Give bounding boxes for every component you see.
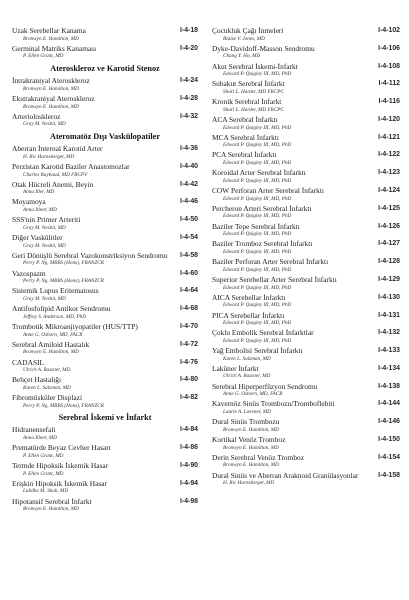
entry-title: MCA Serebral İnfarktı [212,132,279,142]
entry-page-number: I-4-154 [378,453,400,461]
toc-entry[interactable] [12,498,198,513]
entry-page-number: I-4-18 [179,27,198,34]
entry-author: Edward P. Quigley III, MD, PhD [223,124,292,131]
section-heading: Ateromatöz Dışı Vaskülopatiler [50,132,160,142]
entry-page-number: I-4-70 [179,322,198,330]
entry-page-number: I-4-144 [378,400,400,408]
entry-title: Kortikal Venöz Tromboz [212,434,286,444]
entry-title: Prematürde Beyaz Cevher Hasarı [12,443,111,453]
toc-entry[interactable] [12,216,198,231]
entry-page-number: I-4-112 [378,80,400,88]
entry-title: Uzak Serebellar Kanama [12,26,86,35]
entry-title: Dyke-Davidoff-Masson Sendromu [212,43,315,53]
entry-author: Edward P. Quigley III, MD, PhD [223,248,292,255]
entry-author: Anna Illner, MD [23,207,57,214]
toc-entry[interactable] [212,347,400,362]
entry-author: Shari L. Harder, MD FRCPC [223,88,284,95]
toc-entry[interactable] [212,329,400,344]
entry-page-number: I-4-146 [378,418,400,426]
toc-entry[interactable] [212,312,400,327]
entry-page-number: I-4-123 [378,169,400,177]
entry-author: Anna Illner, MD [23,435,57,442]
entry-author: Bronwyn E. Hamilton, MD [223,426,279,433]
entry-page-number: I-4-130 [378,293,400,301]
entry-page-number: I-4-24 [179,77,198,85]
entry-title: Perzistan Karotid Baziler Anastomozlar [12,161,130,171]
entry-title: PICA Serebellar İnfarktı [212,310,285,320]
entry-page-number: I-4-40 [179,162,198,170]
entry-title: AICA Serebellar İnfarktı [212,292,286,302]
toc-entry[interactable] [12,95,198,110]
entry-title: Hidranensefali [12,425,56,435]
entry-author: Shari L. Harder, MD FRCPC [223,106,284,113]
entry-title: Diğer Vaskülitler [12,233,63,243]
entry-page-number: I-4-86 [179,444,198,452]
entry-author: Blaise V. Jones, MD [223,35,265,42]
entry-page-number: I-4-122 [378,151,400,159]
entry-title: Superior Serebellar Arter Serebral İnfarktı [212,274,337,284]
entry-author: Gray M. Nesbit, MD [23,242,66,249]
entry-title: PCA Serebral İnfarktı [212,150,277,160]
entry-title: Erişkin Hipoksik İskemik Hasar [12,478,108,488]
toc-entry[interactable] [212,258,400,273]
entry-title: Kronik Serebral İnfarkt [212,97,282,107]
entry-page-number: I-4-46 [179,198,198,206]
entry-title: Hipotansif Serebral İnfarkt [12,496,92,506]
entry-author: Chang Y. Ho, MD [223,53,261,60]
section-heading: Serebral İskemi ve İnfarkt [58,413,152,423]
entry-page-number: I-4-150 [378,435,400,443]
entry-author: Ulrich A. Rassner, MD [223,373,271,380]
entry-title: ACA Serebral İnfarktı [212,114,278,124]
entry-title: Baziler Tepe Serebral İnfarktı [212,221,300,231]
entry-author: Charles Raybaud, MD FRCPV [23,171,88,178]
toc-entry[interactable] [212,383,400,398]
entry-author: Edward P. Quigley III, MD, PhD [223,213,292,220]
entry-page-number: I-4-50 [179,216,198,224]
toc-entry[interactable] [12,252,198,267]
toc-entry[interactable] [12,145,198,160]
entry-author: Laurie A. Loevner, MD [223,409,271,415]
entry-author: Perry P. Ng, MBBS (Hons), FRANZCR [23,402,104,409]
entry-title: Vazospazm [12,268,46,278]
entry-page-number: I-4-80 [179,376,198,384]
entry-page-number: I-4-134 [378,364,400,372]
entry-title: Aberran İnternal Karotid Arter [12,144,103,154]
entry-author: P. Ellen Grant, MD [23,53,64,60]
entry-title: Germinal Matriks Kanaması [12,43,97,53]
toc-entry[interactable] [12,181,198,196]
entry-page-number: I-4-20 [179,44,198,52]
entry-page-number: I-4-128 [378,258,400,266]
toc-entry[interactable] [212,116,400,131]
entry-title: Termde Hipoksik İskemik Hasar [12,461,109,471]
toc-entry[interactable] [212,63,400,78]
toc-entry[interactable] [12,77,198,92]
toc-entry[interactable] [212,400,400,415]
toc-entry[interactable] [12,341,198,356]
entry-page-number: I-4-129 [378,275,400,283]
entry-title: SSS'nin Primer Arteriti [12,215,81,225]
entry-title: COW Perforan Arter Serebral İnfarktı [212,186,324,196]
entry-page-number: I-4-133 [378,347,400,355]
entry-page-number: I-4-102 [378,27,400,34]
entry-title: Dural Sinüs ve Aberran Araknoid Granülasyonlar [212,470,359,480]
entry-author: Edward P. Quigley III, MD, PhD [223,160,292,167]
toc-entry[interactable] [212,187,400,202]
toc-entry[interactable] [12,444,198,459]
toc-entry[interactable] [212,27,400,42]
entry-title: Çocukluk Çağı İnmeleri [212,26,284,35]
toc-entry[interactable] [212,294,400,309]
entry-author: Bronwyn E. Hamilton, MD [223,444,279,451]
toc-entry[interactable] [12,323,198,338]
entry-title: Kavernöz Sinüs Trombozu/Tromboflebiti [212,399,335,409]
entry-page-number: I-4-108 [378,62,400,70]
entry-page-number: I-4-90 [179,462,198,470]
entry-author: Bronwyn E. Hamilton, MD [23,103,79,110]
entry-page-number: I-4-68 [179,305,198,313]
entry-title: Geri Dönüşlü Serebral Vazokonstriksiyon Sendromu [12,250,168,260]
toc-entry[interactable] [212,276,400,291]
entry-title: İntrakraniyal Ateroskleroz [12,76,90,86]
entry-page-number: I-4-58 [179,251,198,259]
entry-author: Lubdha M. Shah, MD [23,488,69,495]
entry-page-number: I-4-132 [378,329,400,337]
entry-page-number: I-4-120 [378,115,400,123]
entry-page-number: I-4-36 [179,145,198,153]
entry-title: Laküner İnfarkt [212,363,259,373]
entry-title: Baziler Perforan Arter Serebral İnfarktı [212,257,329,267]
entry-author: H. Ric Harnsberger, MD [223,480,275,487]
toc-entry[interactable] [12,45,198,60]
entry-page-number: I-4-84 [179,426,198,434]
entry-title: Moyamoya [12,197,46,207]
toc-entry[interactable] [212,365,400,380]
entry-title: Yağ Embolisi Serebral İnfarktı [212,346,303,356]
entry-author: Edward P. Quigley III, MD, PhD [223,320,292,327]
entry-page-number: I-4-60 [179,269,198,277]
toc-entry[interactable] [12,376,198,391]
entry-title: Çoklu Embolik Serebral İnfarktlar [212,328,314,338]
entry-author: Edward P. Quigley III, MD, PhD [223,195,292,202]
entry-author: Perry P. Ng, MBBS (Hons), FRANZCR [23,278,104,285]
entry-title: Derin Serebral Venöz Tromboz [212,452,305,462]
entry-author: Bronwyn E. Hamilton, MD [223,462,279,469]
entry-title: Ekstrakraniyal Ateroskleroz [12,93,95,103]
entry-author: P. Ellen Grant, MD [23,452,64,459]
entry-page-number: I-4-94 [179,479,198,487]
entry-author: Bronwyn E. Hamilton, MD [23,349,79,356]
entry-page-number: I-4-76 [179,358,198,366]
entry-page-number: I-4-64 [179,287,198,295]
toc-entry[interactable] [212,454,400,469]
entry-author: P. Ellen Grant, MD [23,470,64,477]
entry-title: Koroidal Arter Serebral İnfarktı [212,168,306,178]
entry-author: Bronwyn E. Hamilton, MD [23,35,79,42]
toc-entry[interactable] [12,462,198,477]
toc-entry[interactable] [212,169,400,184]
entry-author: Anne G. Osborn, MD, FACR [223,391,283,398]
toc-entry[interactable] [212,98,400,113]
entry-author: Karen L. Salzman, MD [23,384,71,391]
entry-author: Jeffrey S. Anderson, MD, PhD [23,313,86,320]
entry-title: Serebral Hiperperfüzyon Sendromu [212,381,318,391]
entry-author: H. Ric Harnsberger, MD [23,153,75,160]
toc-entry[interactable] [12,198,198,213]
toc-entry[interactable] [12,27,198,42]
entry-page-number: I-4-42 [179,180,198,188]
entry-title: Serebral Amiloid Hastalık [12,339,90,349]
entry-title: CADASIL [12,357,45,367]
entry-page-number: I-4-72 [179,340,198,348]
entry-author: Anna Iller, MD [23,189,55,196]
toc-entry[interactable] [12,270,198,285]
toc-entry[interactable] [12,234,198,249]
entry-author: Edward P. Quigley III, MD, PhD [223,177,292,184]
toc-entry[interactable] [212,472,400,487]
toc-left-column [12,27,198,515]
entry-page-number: I-4-121 [378,133,400,141]
entry-title: Trombotik Mikroanjiyopatiler (HUS/TTP) [12,321,138,331]
toc-entry[interactable] [212,205,400,220]
toc-entry[interactable] [212,151,400,166]
entry-title: Baziler Tromboz Serebral İnfarktı [212,239,313,249]
entry-title: Fibromüsküler Displazi [12,393,82,403]
toc-entry[interactable] [12,305,198,320]
entry-author: Perry P. Ng, MBBS (Hons), FRANZCR [23,260,104,267]
entry-author: Gray M. Nesbit, MD [23,121,66,128]
entry-page-number: I-4-124 [378,187,400,195]
entry-author: Gray M. Nesbit, MD [23,224,66,231]
toc-entry[interactable] [12,163,198,178]
entry-page-number: I-4-127 [378,240,400,248]
entry-title: Percheron Arteri Serebral İnfarktı [212,203,312,213]
entry-author: Edward P. Quigley III, MD, PhD [223,337,292,344]
entry-page-number: I-4-131 [378,311,400,319]
entry-author: Bronwyn E. Hamilton, MD [23,506,79,513]
entry-page-number: I-4-138 [378,382,400,390]
toc-entry[interactable] [12,426,198,441]
entry-page-number: I-4-54 [179,234,198,242]
entry-author: Edward P. Quigley III, MD, PhD [223,302,292,309]
toc-entry[interactable] [212,134,400,149]
toc-entry[interactable] [212,45,400,60]
toc-entry[interactable] [12,394,198,409]
entry-page-number: I-4-158 [378,471,400,479]
entry-title: Antifosfolipid Antikor Sendromu [12,304,111,314]
entry-title: Otak Hücreli Anemi, Beyin [12,179,94,189]
entry-title: Sistemik Lupus Eritematosus [12,286,99,296]
entry-title: Behçet Hastalığı [12,375,62,385]
entry-author: Karen L. Salzman, MD [223,355,271,362]
section-heading: Ateroskleroz ve Karotid Stenoz [50,64,160,74]
entry-author: Edward P. Quigley III, MD, PhD [223,71,292,78]
entry-title: Akut Serebral İskemi-İnfarkt [212,61,298,71]
entry-author: Anne G. Osborn, MD, FACR [23,331,83,338]
toc-entry[interactable] [212,80,400,95]
entry-author: Edward P. Quigley III, MD, PhD [223,284,292,291]
toc-entry[interactable] [12,359,198,374]
toc-entry[interactable] [212,436,400,451]
entry-author: Bronwyn E. Hamilton, MD [23,85,79,92]
entry-title: Arterioloskleroz [12,111,61,121]
toc-entry[interactable] [212,223,400,238]
entry-author: Edward P. Quigley III, MD, PhD [223,231,292,238]
entry-author: Gray M. Nesbit, MD [23,295,66,302]
toc-entry[interactable] [12,287,198,302]
entry-page-number: I-4-126 [378,222,400,230]
entry-author: Edward P. Quigley III, MD, PhD [223,266,292,273]
entry-page-number: I-4-98 [179,497,198,505]
entry-page-number: I-4-82 [179,394,198,402]
entry-page-number: I-4-125 [378,204,400,212]
toc-right-column [212,27,400,489]
entry-title: Dural Sinüs Trombozu [212,417,280,427]
entry-author: Edward P. Quigley III, MD, PhD [223,142,292,149]
toc-entry[interactable] [12,113,198,128]
entry-page-number: I-4-28 [179,94,198,102]
entry-page-number: I-4-116 [378,98,400,106]
toc-entry[interactable] [212,418,400,433]
entry-page-number: I-4-106 [378,44,400,52]
toc-entry[interactable] [12,480,198,495]
entry-title: Subakut Serebral İnfarkt [212,79,285,89]
entry-page-number: I-4-32 [179,112,198,120]
entry-author: Ulrich A. Rassner, MD [23,367,71,374]
toc-entry[interactable] [212,240,400,255]
